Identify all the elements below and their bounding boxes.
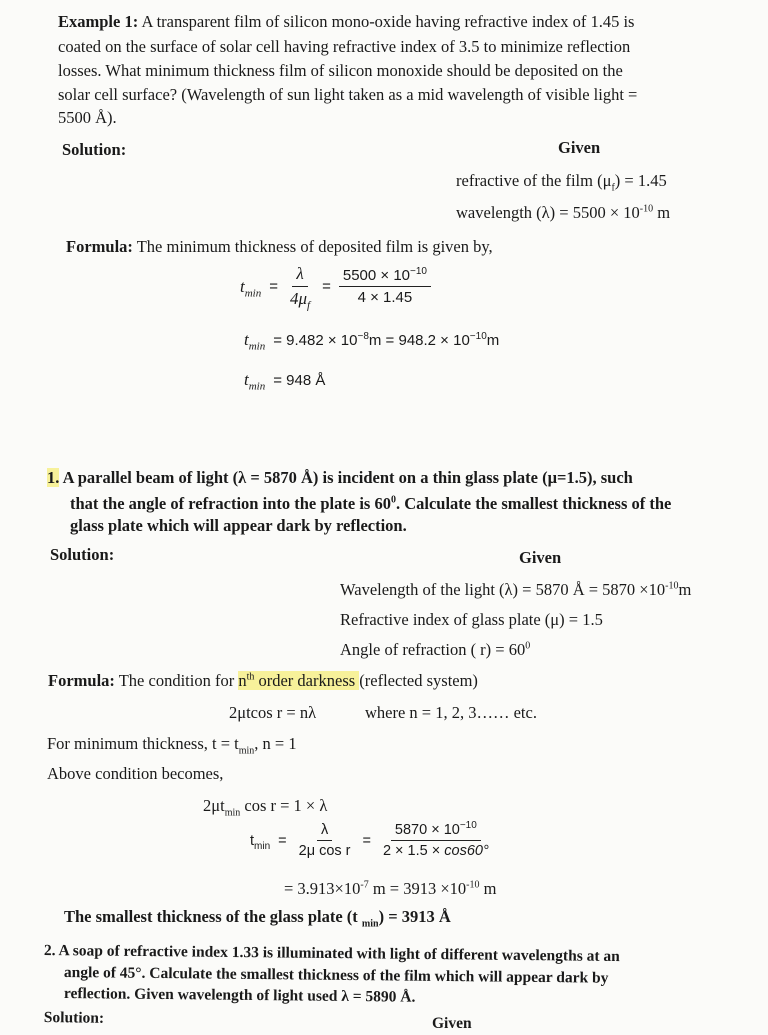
- eq-lhs: $t_{min}$: [240, 276, 262, 299]
- problem-1-line-1: 1. A parallel beam of light (λ = 5870 Å) is incident on a thin glass plate (μ=1.5), such: [47, 468, 633, 487]
- example-1-given-film-index: refractive of the film $(\mu_f) = 1.45$: [456, 171, 667, 194]
- example-1-title: Example 1:: [58, 12, 139, 31]
- problem-1-given-refractive-index: Refractive index of glass plate (μ) = 1.5: [340, 610, 603, 629]
- problem-1-given-angle: Angle of refraction ( $r) = 60^0$: [340, 640, 531, 659]
- problem-1-condition-where: where n = 1, 2, 3…… etc.: [365, 703, 537, 722]
- problem-1-solution-label: Solution:: [50, 545, 115, 564]
- example-1-solution-label: Solution:: [62, 140, 127, 159]
- highlight-nth-order-darkness: $n^{th}$ order darkness: [238, 671, 360, 690]
- example-1-equation-fraction: $t_{min}$ = $\frac{\lambda}{4\mu_f}$ = $\frac{5500 \times 10^{-10}}{4 \times 1.45}$: [240, 264, 431, 309]
- example-1-formula: Formula: The minimum thickness of deposited film is given by,: [66, 237, 493, 256]
- problem-2-line-3: reflection. Given wavelength of light used λ = 5890 Å.: [63, 984, 416, 1006]
- example-1-line-1: Example 1: A transparent film of silicon mono-oxide having refractive index of 1.45 is: [58, 12, 635, 31]
- problem-2-line-2: angle of 45°. Calculate the smallest thickness of the film which will appear dark by: [63, 963, 609, 987]
- fraction-numeric: $\frac{5870 \times 10^{-10}}{2 \times 1.5 \times \cos 60^\circ}$: [382, 820, 489, 859]
- problem-1-given-label: Given: [519, 548, 562, 567]
- problem-1-condition: 2μtcos r = nλ: [229, 703, 317, 722]
- example-1-line-3: losses. What minimum thickness film of silicon monoxide should be deposited on the: [58, 61, 623, 80]
- problem-1-equation-fraction: $t_{min}$ = $\frac{\lambda}{\text{2μ cos r}}$ = $\frac{5870 \times 10^{-10}}{2 \times 1.5 \times \cos 60^\circ}$: [250, 822, 493, 859]
- problem-1-given-wavelength: Wavelength of the light (λ) = 5870 Å = $5870 \times 10^{-10}m$: [340, 580, 692, 599]
- example-1-line-4: solar cell surface? (Wavelength of sun light taken as a mid wavelength of visible light =: [58, 85, 638, 104]
- problem-1-minimum-thickness: For minimum thickness, $t = t_{min}$, n = 1: [47, 734, 297, 757]
- problem-2-number: 2.: [43, 941, 56, 960]
- example-1-line-5: 5500 Å).: [58, 108, 117, 127]
- example-1-given-label: Given: [558, 138, 601, 157]
- fraction-symbolic: $\frac{\lambda}{\text{2μ cos r}}$: [298, 822, 351, 859]
- example-1-equation-result-2: $t_{min}$ = 948 Å: [244, 370, 326, 393]
- problem-1-formula: Formula: The condition for $n^{th}$ order darkness (reflected system): [48, 671, 478, 690]
- problem-2-line-1: 2. A soap of refractive index 1.33 is illuminated with light of different wavelengths at an: [43, 941, 620, 966]
- problem-1-number: 1.: [47, 468, 60, 487]
- example-1-line-2: coated on the surface of solar cell having refractive index of 3.5 to minimize reflection: [58, 37, 631, 56]
- fraction-symbolic: $\frac{\lambda}{4\mu_f}$: [290, 264, 311, 312]
- problem-1-line-2: that the angle of refraction into the plate is $60^0$. Calculate the smallest thickness of the: [70, 494, 672, 513]
- problem-1-final-answer: The smallest thickness of the glass plate (t $_{min}$) = 3913 Å: [64, 907, 451, 930]
- problem-2-given-label: Given: [432, 1015, 472, 1032]
- fraction-numeric: $\frac{5500 \times 10^{-10}}{4 \times 1.45}$: [339, 267, 431, 306]
- example-1-given-wavelength: wavelength $(\lambda) = 5500 \times 10^{-10}$ m: [456, 203, 671, 222]
- problem-1-result: = $3.913\times 10^{-7}$ $m = 3913 \times 10^{-10}$ m: [284, 879, 497, 898]
- problem-2-solution-label: Solution:: [43, 1008, 105, 1027]
- problem-1-line-3: glass plate which will appear dark by reflection.: [70, 516, 407, 535]
- example-1-equation-result-1: $t_{min}$ = $9.482 \times 10^{-8}m = 948.2 \times 10^{-10}m$: [244, 330, 500, 353]
- problem-1-above-condition: Above condition becomes,: [47, 764, 224, 783]
- problem-1-condition-2: $2\mu t_{min}$ cos r = 1 × λ: [203, 796, 328, 819]
